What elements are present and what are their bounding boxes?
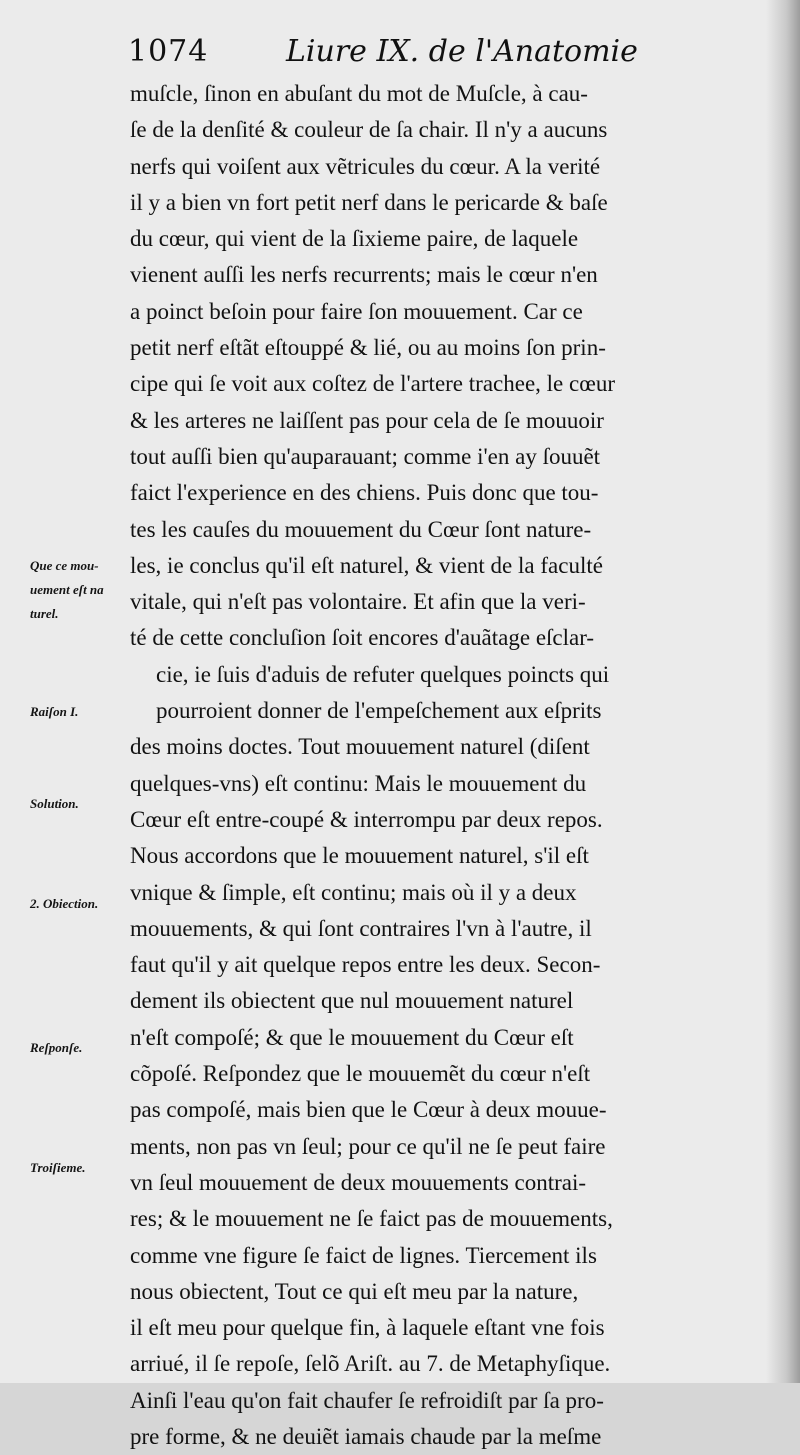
text-line: muſcle, ſinon en abuſant du mot de Muſcle, à cau- (130, 81, 588, 106)
margin-note-troisieme: Troiſieme. (30, 1160, 86, 1175)
text-line: tout auſſi bien qu'auparauant; comme i'en ay ſouuẽt (130, 443, 601, 469)
page-number: 1074 (128, 34, 209, 69)
text-line: il eſt meu pour quelque fin, à laquele eſtant vne fois (130, 1315, 605, 1341)
text-line: cõpoſé. Reſpondez que le mouuemẽt du cœur n'eſt (130, 1061, 591, 1087)
text-line: Nous accordons que le mouuement naturel, s'il eſt (130, 843, 589, 869)
running-title: Liure IX. de l'Anatomie (286, 34, 638, 69)
text-line: faict l'experience en des chiens. Puis donc que tou- (130, 480, 599, 506)
text-line: vn ſeul mouuement de deux mouuements contrai- (130, 1169, 587, 1195)
page-spine-shadow (766, 0, 800, 1383)
body-text (130, 76, 750, 1455)
margin-note-raison: Raiſon I. (30, 704, 79, 719)
text-line: des moins doctes. Tout mouuement naturel (diſent (130, 734, 590, 760)
text-line: du cœur, qui vient de la ſixieme paire, de laquele (130, 226, 579, 252)
text-line: dement ils obiectent que nul mouuement naturel (130, 988, 574, 1014)
margin-note-que-ce-mouuement-3: turel. (30, 606, 59, 621)
text-line: il y a bien vn fort petit nerf dans le pericarde & baſe (130, 189, 608, 215)
text-line: Ainſi l'eau qu'on fait chaufer ſe refroidiſt par ſa pro- (130, 1387, 604, 1413)
text-line: pourroient donner de l'empeſchement aux eſprits (156, 698, 602, 724)
text-line: mouuements, & qui ſont contraires l'vn à l'autre, il (130, 915, 592, 941)
text-line: n'eſt compoſé; & que le mouuement du Cœur eſt (130, 1024, 574, 1050)
text-line: tes les cauſes du mouuement du Cœur ſont nature- (130, 516, 592, 542)
text-line: té de cette concluſion ſoit encores d'auãtage eſclar- (130, 625, 595, 651)
text-line: quelques-vns) eſt continu: Mais le mouuement du (130, 770, 587, 796)
margin-note-solution: Solution. (30, 796, 79, 811)
page-header (128, 30, 648, 74)
text-line: vienent auſſi les nerfs recurrents; mais le cœur n'en (130, 262, 598, 288)
text-line: faut qu'il y ait quelque repos entre les deux. Secon- (130, 952, 601, 978)
text-line: Cœur eſt entre-coupé & interrompu par deux repos. (130, 806, 603, 832)
text-line: cipe qui ſe voit aux coſtez de l'artere trachee, le cœur (130, 371, 615, 397)
text-line: petit nerf eſtãt eſtouppé & lié, ou au moins ſon prin- (130, 335, 606, 361)
text-line: ſe de la denſité & couleur de ſa chair. Il n'y a aucuns (130, 117, 608, 143)
margin-note-obiection: 2. Obiection. (30, 896, 99, 911)
text-line: a poinct beſoin pour faire ſon mouuement. Car ce (130, 298, 583, 324)
text-line: & les arteres ne laiſſent pas pour cela de ſe mouuoir (130, 407, 604, 433)
text-line: nous obiectent, Tout ce qui eſt meu par la nature, (130, 1278, 579, 1304)
margin-note-responce: Reſponſe. (30, 1040, 83, 1055)
text-line: ments, non pas vn ſeul; pour ce qu'il ne ſe peut faire (130, 1133, 606, 1159)
text-line: pre forme, & ne deuiẽt iamais chaude par la meſme (130, 1423, 602, 1449)
margin-note-que-ce-mouuement-1: Que ce mou- (30, 558, 99, 573)
margin-note-que-ce-mouuement-2: uement eſt na (30, 582, 104, 597)
text-line: pas compoſé, mais bien que le Cœur à deux mouue- (130, 1097, 607, 1123)
text-line: vnique & ſimple, eſt continu; mais où il y a deux (130, 879, 577, 905)
text-line: arriué, il ſe repoſe, ſelõ Ariſt. au 7. de Metaphyſique. (130, 1351, 611, 1377)
text-line: nerfs qui voiſent aux vẽtricules du cœur. A la verité (130, 153, 601, 179)
text-line: les, ie conclus qu'il eſt naturel, & vient de la faculté (130, 552, 603, 578)
text-line: cie, ie ſuis d'aduis de refuter quelques poincts qui (156, 661, 610, 687)
text-line: res; & le mouuement ne ſe faict pas de mouuements, (130, 1206, 613, 1232)
text-line: vitale, qui n'eſt pas volontaire. Et afin que la veri- (130, 589, 586, 615)
text-line: comme vne figure ſe faict de lignes. Tiercement ils (130, 1242, 597, 1268)
